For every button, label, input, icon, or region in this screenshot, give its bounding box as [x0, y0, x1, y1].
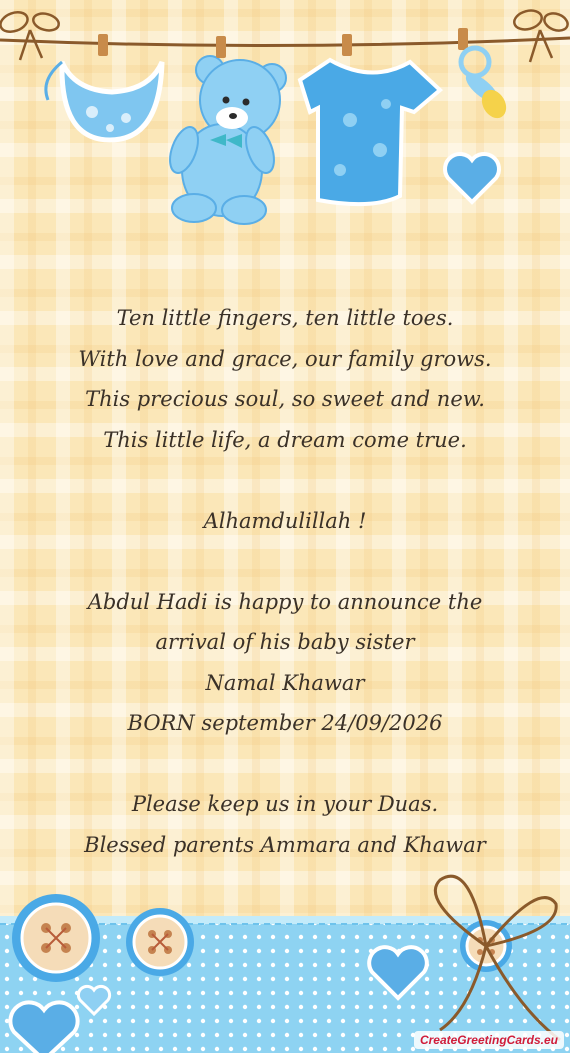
duas-line: Please keep us in your Duas. [131, 792, 439, 816]
watermark-logo[interactable]: CreateGreetingCards.eu [414, 1031, 564, 1049]
heart-icon [445, 154, 499, 202]
announcement-line-1: Abdul Hadi is happy to announce the [87, 589, 483, 614]
bottom-decoration [0, 860, 570, 1053]
button-icon [12, 894, 100, 982]
poem-line-2: With love and grace, our family grows. [78, 346, 492, 371]
spacer [20, 744, 550, 785]
poem-line-1: Ten little fingers, ten little toes. [116, 306, 454, 330]
bow-left-icon [0, 9, 61, 60]
card-message [20, 298, 550, 865]
top-decoration [0, 0, 570, 240]
button-icon [126, 908, 194, 976]
baby-bib-icon [46, 34, 162, 140]
announcement-line-2: arrival of his baby sister [155, 630, 415, 654]
baby-onesie-icon [300, 34, 440, 204]
poem-line-3: This precious soul, so sweet and new. [85, 387, 485, 411]
baby-name: Namal Khawar [205, 670, 365, 695]
poem-line-4: This little life, a dream come true. [103, 427, 467, 452]
blessing-line: Alhamdulillah ! [203, 508, 367, 533]
birth-date: BORN september 24/09/2026 [127, 711, 443, 735]
parents-line: Blessed parents Ammara and Khawar [84, 832, 486, 857]
spacer [20, 541, 550, 582]
bow-right-icon [512, 8, 570, 62]
spacer [20, 460, 550, 501]
teddy-bear-icon [165, 36, 286, 224]
